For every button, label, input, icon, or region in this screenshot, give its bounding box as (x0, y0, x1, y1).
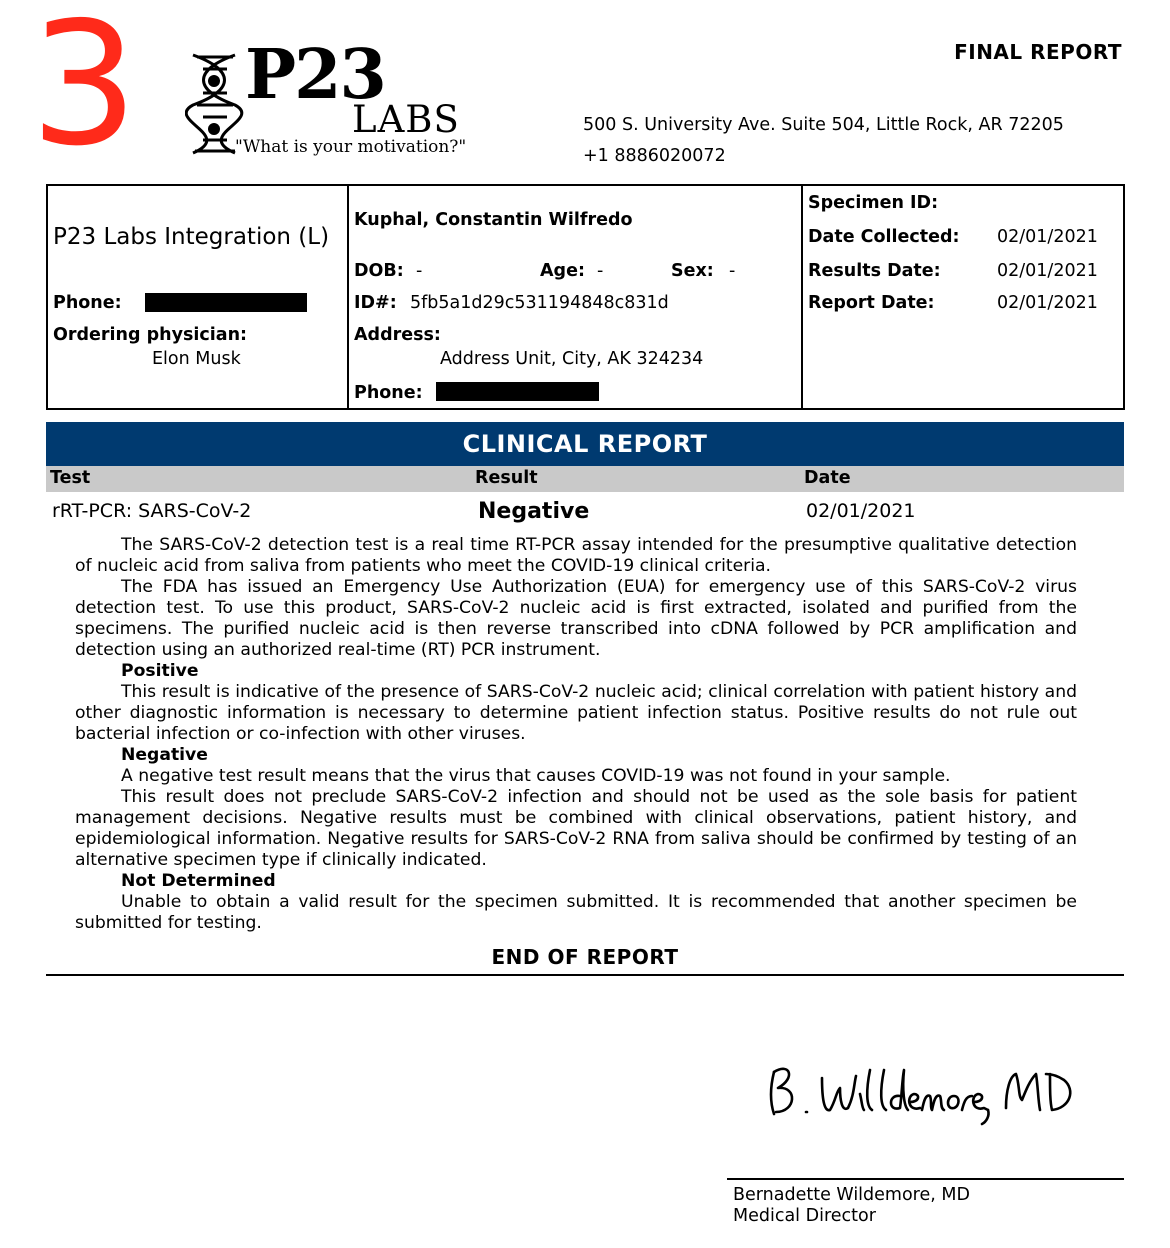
director-name: Bernadette Wildemore, MD (733, 1185, 970, 1205)
logo-wordmark: P23 (245, 35, 385, 115)
table-row (46, 498, 1124, 528)
director-title: Medical Director (733, 1206, 876, 1226)
clinical-report-banner: CLINICAL REPORT (46, 422, 1124, 466)
sex-value: - (729, 261, 736, 281)
redacted-patient-phone (436, 382, 599, 401)
paragraph-intro: The SARS-CoV-2 detection test is a real time RT-PCR assay intended for the presumptive qualitative detection of nucleic acid from saliva from patients who meet the COVID-19 clinical criteria. (75, 535, 1077, 576)
age-value: - (597, 261, 604, 281)
paragraph-negative-2: This result does not preclude SARS-CoV-2 infection and should not be used as the sole basis for patient management decisions. Negative results must be combined with clinical observations, patient history, and epidemiological information. Negative results for SARS-CoV-2 RNA from saliva should be confirmed by testing of an alternative specimen type if clinically indicated. (75, 787, 1077, 870)
paragraph-negative-1: A negative test result means that the virus that causes COVID-19 was not found in your sample. (121, 766, 951, 786)
client-name: P23 Labs Integration (L) (53, 224, 330, 250)
date-collected: 02/01/2021 (997, 227, 1098, 247)
address-label: Address: (354, 325, 441, 345)
test-name: rRT-PCR: SARS-CoV-2 (52, 500, 252, 522)
ordering-physician: Elon Musk (152, 349, 241, 369)
column-header-test: Test (50, 468, 91, 488)
logo-subtext: LABS (352, 98, 460, 141)
patient-phone-label: Phone: (354, 383, 423, 403)
paragraph-not-determined: Unable to obtain a valid result for the specimen submitted. It is recommended that another specimen be submitted for testing. (75, 892, 1077, 933)
sex-label: Sex: (671, 261, 714, 281)
specimen-column (803, 186, 1123, 408)
report-date-label: Report Date: (808, 293, 935, 313)
heading-negative: Negative (121, 745, 208, 765)
logo-tagline: "What is your motivation?" (235, 137, 467, 157)
handwritten-signature (760, 1050, 1090, 1130)
patient-id-label: ID#: (354, 293, 397, 313)
divider (46, 974, 1124, 976)
age-label: Age: (540, 261, 585, 281)
test-result: Negative (478, 499, 590, 524)
page-number-mark: 3 (30, 0, 139, 184)
column-header-date: Date (804, 468, 851, 488)
lab-phone: +1 8886020072 (583, 146, 726, 166)
patient-id: 5fb5a1d29c531194848c831d (410, 293, 669, 313)
patient-address: Address Unit, City, AK 324234 (440, 349, 704, 369)
end-of-report: END OF REPORT (491, 945, 679, 969)
specimen-id-label: Specimen ID: (808, 193, 939, 213)
report-date: 02/01/2021 (997, 293, 1098, 313)
test-date: 02/01/2021 (806, 500, 916, 522)
client-column (48, 186, 349, 408)
redacted-phone (145, 293, 307, 312)
heading-positive: Positive (121, 661, 199, 681)
heading-not-determined: Not Determined (121, 871, 276, 891)
signature-line (727, 1178, 1124, 1180)
dob-label: DOB: (354, 261, 404, 281)
results-table-header (46, 466, 1124, 492)
results-date-label: Results Date: (808, 261, 941, 281)
paragraph-positive: This result is indicative of the presence of SARS-CoV-2 nucleic acid; clinical correlation with patient history and other diagnostic information is necessary to determine patient infection status. Positive results do not rule out bacterial infection or co-infection with other viruses. (75, 682, 1077, 744)
patient-info-table (46, 184, 1125, 410)
results-date: 02/01/2021 (997, 261, 1098, 281)
patient-name: Kuphal, Constantin Wilfredo (354, 210, 633, 230)
report-body (75, 535, 1077, 934)
patient-column (349, 186, 803, 408)
client-phone-label: Phone: (53, 293, 122, 313)
paragraph-eua: The FDA has issued an Emergency Use Authorization (EUA) for emergency use of this SARS-CoV-2 virus detection test. To use this product, SARS-CoV-2 nucleic acid is first extracted, isolated and purified from the specimens. The purified nucleic acid is then reverse transcribed into cDNA followed by PCR amplification and detection using an authorized real-time (RT) PCR instrument. (75, 577, 1077, 660)
lab-address: 500 S. University Ave. Suite 504, Little Rock, AR 72205 (583, 115, 1064, 135)
dob-value: - (416, 261, 423, 281)
report-status: FINAL REPORT (954, 40, 1122, 64)
date-collected-label: Date Collected: (808, 227, 960, 247)
ordering-physician-label: Ordering physician: (53, 325, 248, 345)
column-header-result: Result (475, 468, 538, 488)
